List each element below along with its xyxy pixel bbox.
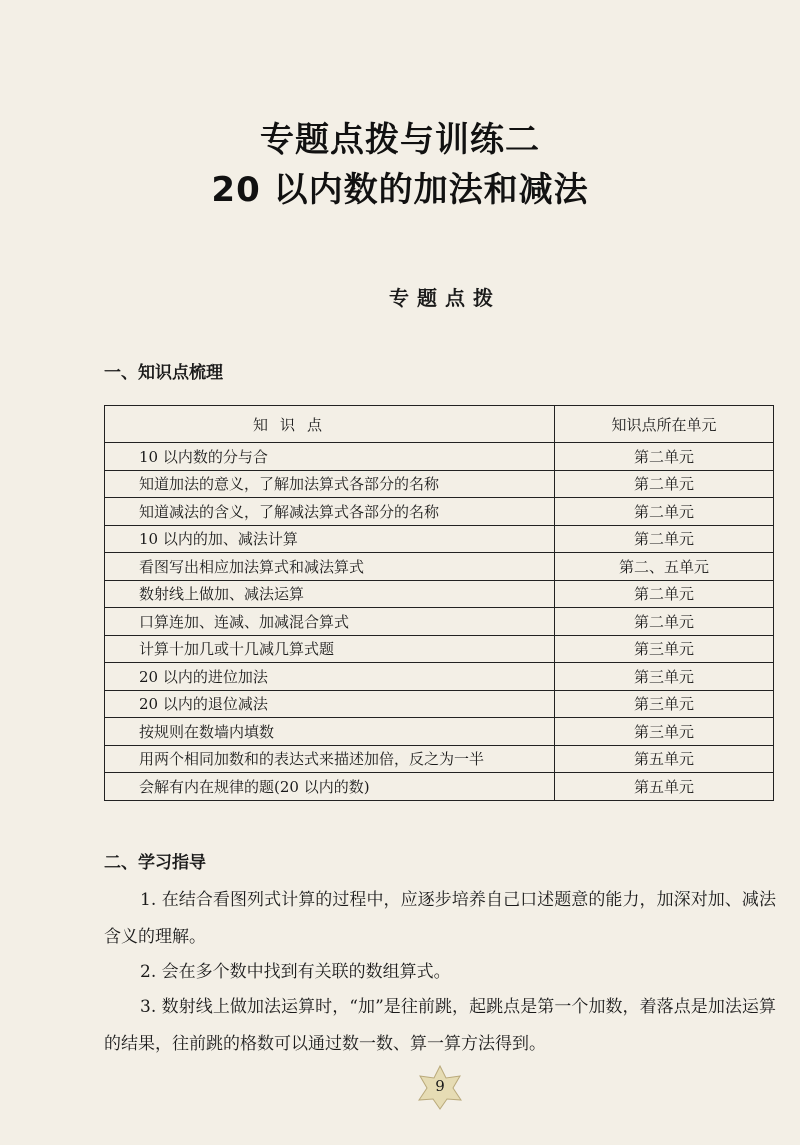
subheading: 专题点拨 [389, 286, 501, 310]
knowledge-point-cell: 知道加法的意义，了解加法算式各部分的名称 [105, 470, 555, 498]
table-header-unit: 知识点所在单元 [555, 406, 774, 443]
knowledge-point-cell: 会解有内在规律的题(20 以内的数) [105, 773, 555, 801]
section1-heading: 一、知识点梳理 [104, 363, 223, 383]
knowledge-point-cell: 按规则在数墙内填数 [105, 718, 555, 746]
knowledge-point-cell: 计算十加几或十几减几算式题 [105, 635, 555, 663]
knowledge-point-cell: 用两个相同加数和的表达式来描述加倍，反之为一半 [105, 745, 555, 773]
unit-cell: 第二单元 [555, 498, 774, 526]
page-title-line2: 20 以内数的加法和减法 [211, 170, 589, 210]
table-row [105, 718, 774, 746]
unit-cell: 第五单元 [555, 773, 774, 801]
guide-paragraph-2: 2. 会在多个数中找到有关联的数组算式。 [140, 962, 451, 982]
unit-cell: 第二单元 [555, 608, 774, 636]
table-row [105, 773, 774, 801]
unit-cell: 第三单元 [555, 690, 774, 718]
table-row [105, 690, 774, 718]
table-row [105, 553, 774, 581]
unit-cell: 第三单元 [555, 663, 774, 691]
section2-heading: 二、学习指导 [104, 853, 206, 873]
knowledge-table [104, 405, 774, 801]
unit-cell: 第三单元 [555, 635, 774, 663]
table-row [105, 470, 774, 498]
unit-cell: 第二、五单元 [555, 553, 774, 581]
knowledge-point-cell: 20 以内的退位减法 [105, 690, 555, 718]
table-row [105, 635, 774, 663]
page-number: 9 [435, 1077, 445, 1095]
table-header-knowledge: 知识点 [105, 406, 555, 443]
guide-paragraph-3: 3. 数射线上做加法运算时，“加”是往前跳，起跳点是第一个加数，着落点是加法运算的结果，往前跳的格数可以通过数一数、算一算方法得到。 [104, 997, 776, 1054]
table-header-row [105, 406, 774, 443]
table-row [105, 580, 774, 608]
page-number-badge [415, 1064, 465, 1110]
knowledge-point-cell: 20 以内的进位加法 [105, 663, 555, 691]
table-row [105, 443, 774, 471]
table-row [105, 608, 774, 636]
knowledge-point-cell: 口算连加、连减、加减混合算式 [105, 608, 555, 636]
table-body [105, 443, 774, 801]
knowledge-point-cell: 看图写出相应加法算式和减法算式 [105, 553, 555, 581]
guide-paragraph-1: 1. 在结合看图列式计算的过程中，应逐步培养自己口述题意的能力，加深对加、减法含义的理解。 [104, 890, 776, 947]
unit-cell: 第二单元 [555, 525, 774, 553]
knowledge-point-cell: 10 以内的加、减法计算 [105, 525, 555, 553]
unit-cell: 第二单元 [555, 470, 774, 498]
knowledge-point-cell: 10 以内数的分与合 [105, 443, 555, 471]
unit-cell: 第二单元 [555, 580, 774, 608]
knowledge-point-cell: 数射线上做加、减法运算 [105, 580, 555, 608]
table-row [105, 525, 774, 553]
unit-cell: 第三单元 [555, 718, 774, 746]
table-row [105, 663, 774, 691]
table-row [105, 498, 774, 526]
knowledge-point-cell: 知道减法的含义，了解减法算式各部分的名称 [105, 498, 555, 526]
unit-cell: 第五单元 [555, 745, 774, 773]
unit-cell: 第二单元 [555, 443, 774, 471]
table-row [105, 745, 774, 773]
page-title-line1: 专题点拨与训练二 [260, 120, 540, 160]
